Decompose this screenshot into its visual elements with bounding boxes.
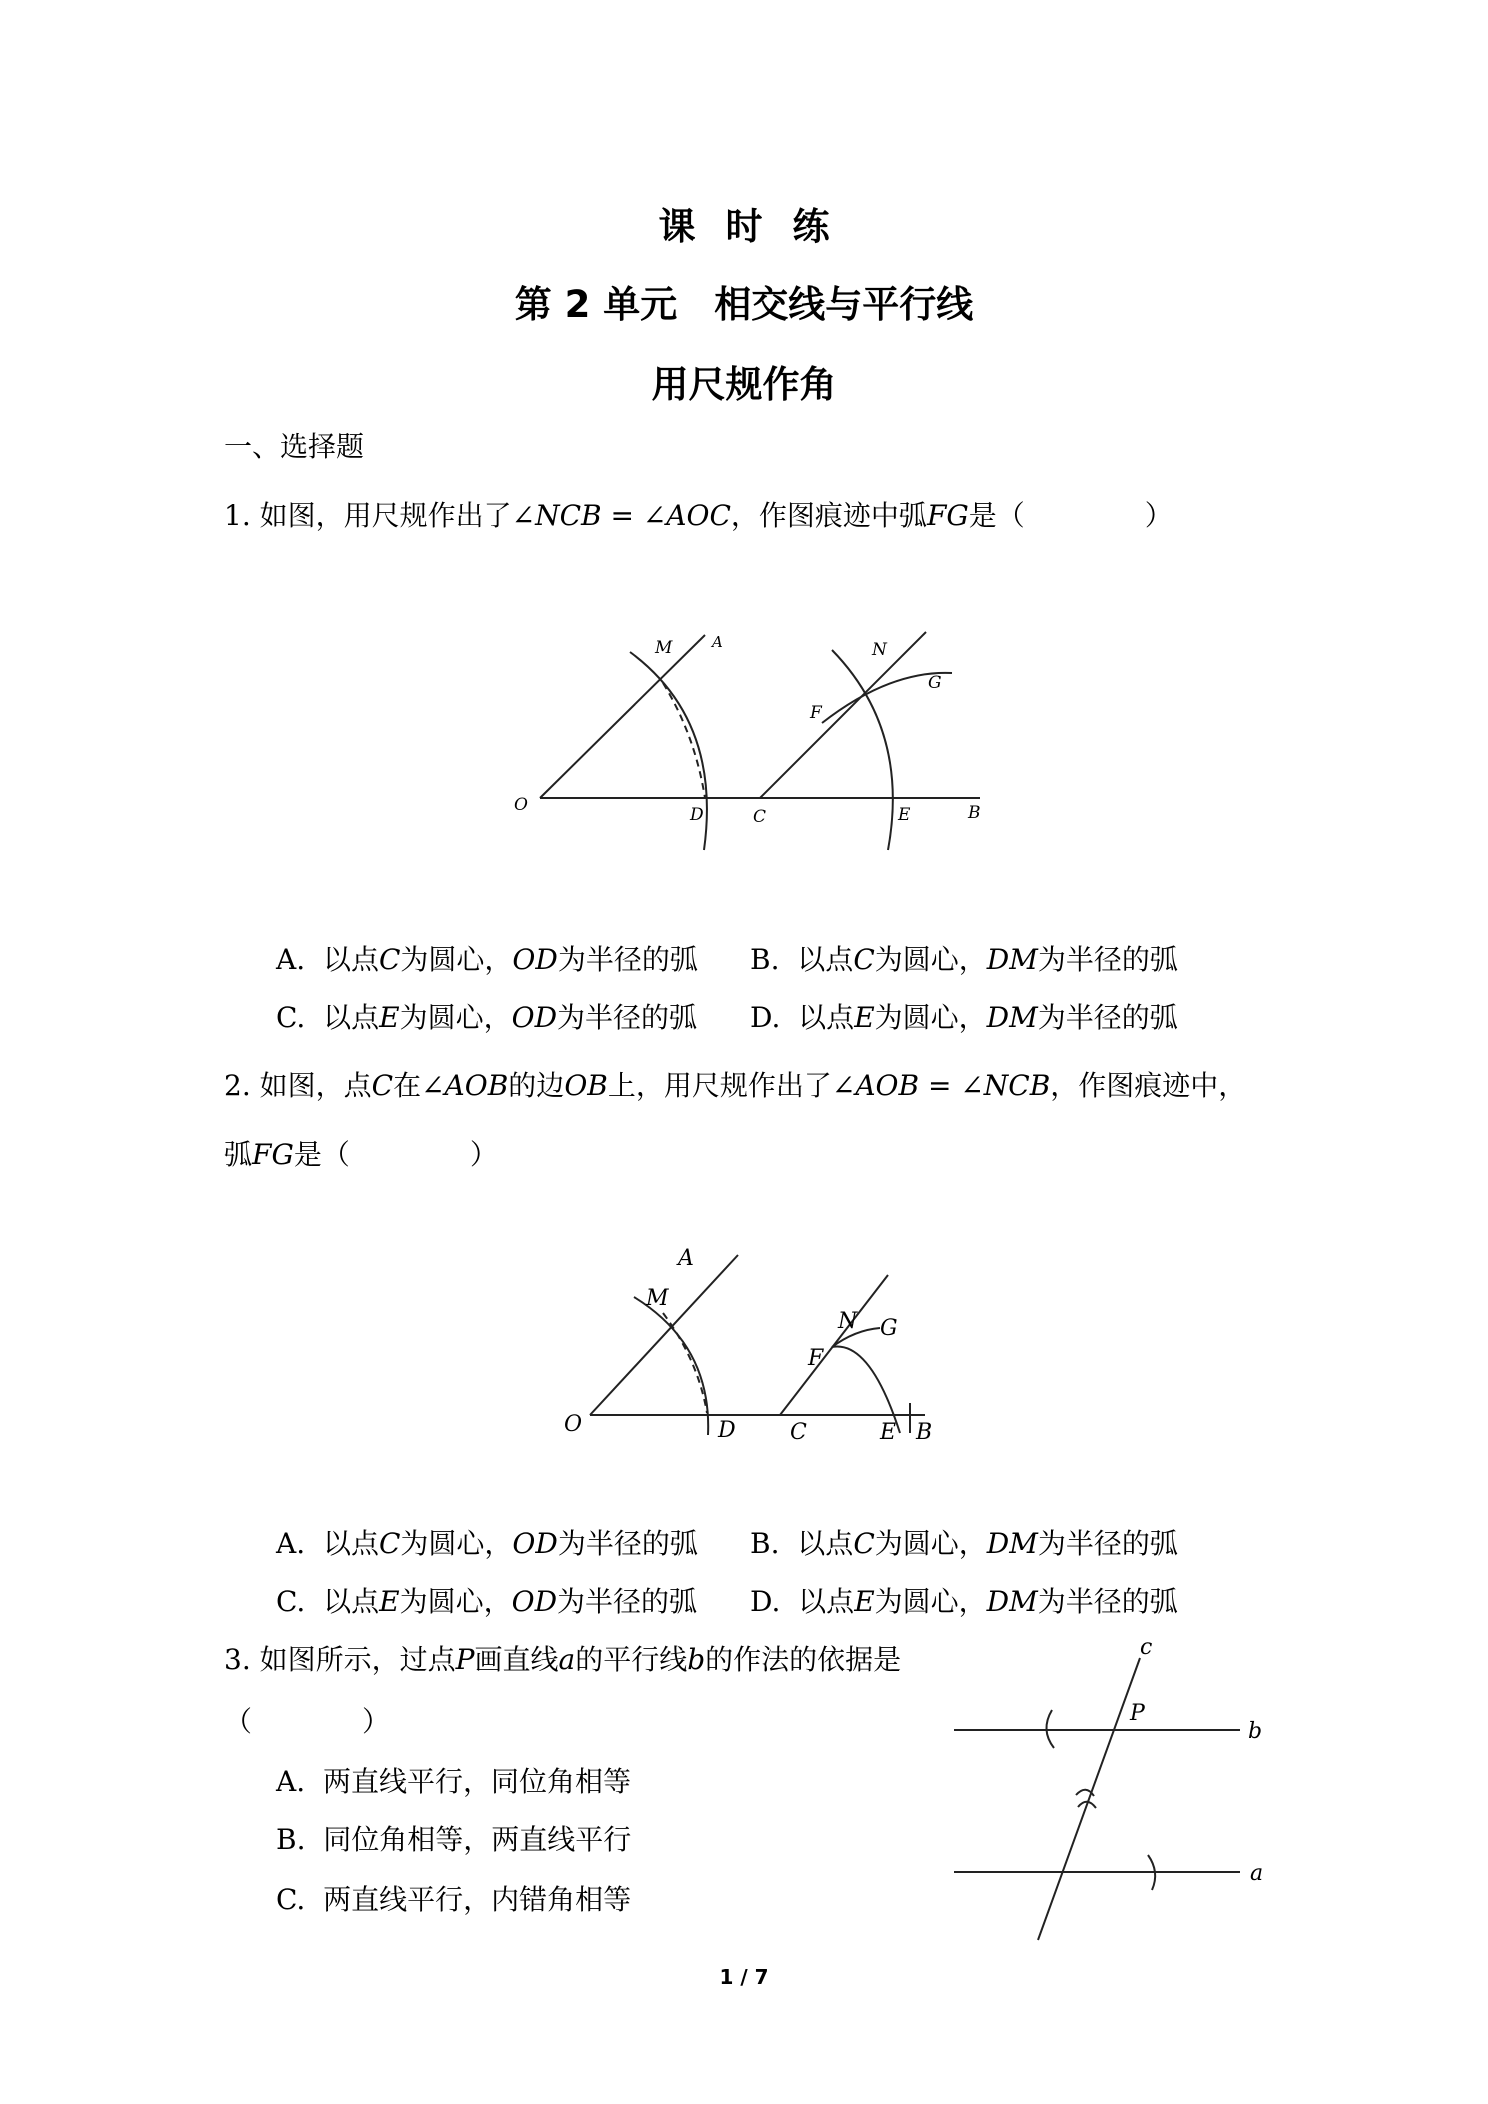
unit-title: 第 2 单元 相交线与平行线 — [514, 283, 974, 326]
q3-option-a[interactable]: A. 两直线平行，同位角相等 — [276, 1765, 631, 1798]
q1-label-G: G — [928, 673, 942, 693]
page-title: 课时练 — [658, 205, 860, 248]
q1-label-O: O — [514, 795, 528, 815]
q3-figure — [940, 1638, 1280, 1948]
q3-option-c[interactable]: C. 两直线平行，内错角相等 — [276, 1883, 632, 1916]
q2-label-N: N — [838, 1309, 858, 1334]
q2-label-O: O — [564, 1412, 583, 1437]
q2-label-C: C — [790, 1420, 807, 1445]
q1-label-D: D — [690, 805, 704, 825]
q1-text-c: 是（ — [968, 499, 1025, 532]
q2-label-F: F — [808, 1346, 824, 1371]
q3-label-c: c — [1140, 1638, 1153, 1660]
q1-label-B: B — [968, 803, 981, 823]
q1-text-end: ） — [1144, 499, 1173, 532]
q1-option-d[interactable]: D. 以点E为圆心，DM为半径的弧 — [750, 1001, 1178, 1034]
page-number: 1 / 7 — [719, 1965, 769, 1989]
q2-option-a[interactable]: A. 以点C为圆心，OD为半径的弧 — [276, 1527, 698, 1560]
q2-label-G: G — [880, 1316, 898, 1341]
question-3-stem: 3. 如图所示，过点P画直线a的平行线b的作法的依据是 — [224, 1643, 902, 1676]
q2-label-D: D — [718, 1418, 736, 1443]
lesson-title: 用尺规作角 — [651, 363, 837, 406]
q2-label-A: A — [678, 1246, 694, 1271]
q1-text-b: ，作图痕迹中弧 — [730, 499, 927, 532]
q2-label-E: E — [880, 1420, 897, 1445]
q3-option-b[interactable]: B. 同位角相等，两直线平行 — [276, 1823, 632, 1856]
q3-label-b: b — [1248, 1719, 1263, 1744]
q1-label-E: E — [898, 805, 911, 825]
q2-option-b[interactable]: B. 以点C为圆心，DM为半径的弧 — [750, 1527, 1178, 1560]
q1-option-b[interactable]: B. 以点C为圆心，DM为半径的弧 — [750, 943, 1178, 976]
q1-label-M: M — [655, 638, 673, 658]
q1-option-c[interactable]: C. 以点E为圆心，OD为半径的弧 — [276, 1001, 698, 1034]
q3-label-a: a — [1250, 1861, 1264, 1886]
q2-option-d[interactable]: D. 以点E为圆心，DM为半径的弧 — [750, 1585, 1178, 1618]
q2-figure — [550, 1235, 950, 1455]
q1-figure — [500, 620, 1020, 860]
q2-label-B: B — [916, 1420, 933, 1445]
question-1-stem — [224, 496, 1173, 536]
q1-option-a[interactable]: A. 以点C为圆心，OD为半径的弧 — [276, 943, 698, 976]
q1-text-a: 1. 如图，用尺规作出了 — [224, 499, 512, 532]
q1-math-arc: FG — [926, 499, 969, 532]
q3-label-P: P — [1130, 1701, 1145, 1726]
q1-math-angle: ∠NCB = ∠AOC — [511, 499, 731, 532]
q1-label-A: A — [712, 633, 723, 651]
q2-label-M: M — [646, 1286, 669, 1311]
q1-label-F: F — [810, 703, 822, 723]
section-label: 一、选择题 — [224, 430, 365, 463]
question-3-stem-line2: （ ） — [224, 1705, 391, 1738]
question-2-stem-line2: 弧FG是（ ） — [224, 1138, 498, 1171]
q1-label-C: C — [753, 807, 767, 827]
q1-label-N: N — [872, 640, 887, 660]
question-2-stem: 2. 如图，点C在∠AOB的边OB上，用尺规作出了∠AOB = ∠NCB，作图痕迹中， — [224, 1069, 1247, 1102]
q2-option-c[interactable]: C. 以点E为圆心，OD为半径的弧 — [276, 1585, 698, 1618]
